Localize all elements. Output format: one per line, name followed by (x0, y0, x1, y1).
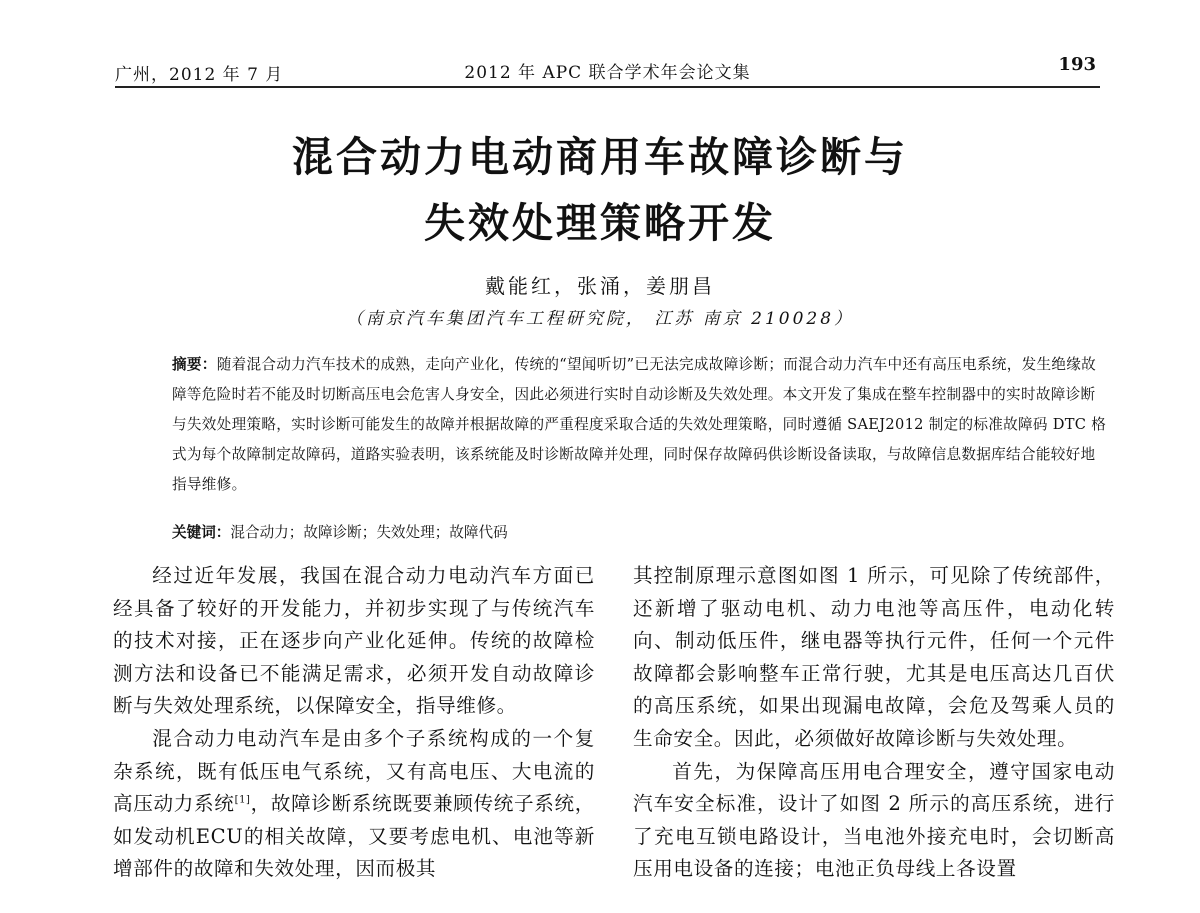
paragraph: 经过近年发展，我国在混合动力电动汽车方面已经具备了较好的开发能力，并初步实现了与传统汽车的技术对接，正在逐步向产业化延伸。传统的故障检测方法和设备已不能满足需求，必须开发自动故障诊断与失效处理系统，以保障安全，指导维修。 (113, 564, 595, 718)
paragraph-text: ，故障诊断系统既要兼顾传统子系统，如发动机ECU的相关故障，又要考虑电机、电池等新增部件的故障和失效处理，因而极其 (113, 792, 595, 881)
keywords-label: 关键词： (172, 524, 231, 541)
paragraph (113, 723, 595, 886)
body-column-right (633, 560, 1115, 886)
header-proceedings-title: 2012 年 APC 联合学术年会论文集 (464, 63, 751, 83)
paper-title-line-2: 失效处理策略开发 (424, 199, 776, 247)
keywords-text: 混合动力；故障诊断；失效处理；故障代码 (230, 524, 508, 541)
paragraph: 首先，为保障高压用电合理安全，遵守国家电动汽车安全标准，设计了如图 2 所示的高压系统，进行了充电互锁电路设计，当电池外接充电时，会切断高压用电设备的连接；电池正负母线上各设置 (633, 759, 1115, 881)
body-column-left (113, 560, 595, 886)
paper-title-line-1: 混合动力电动商用车故障诊断与 (292, 133, 908, 181)
authors: 戴能红，张涌，姜朋昌 (485, 274, 715, 298)
running-header (115, 52, 1100, 88)
paragraph: 其控制原理示意图如图 1 所示，可见除了传统部件，还新增了驱动电机、动力电池等高压件，电动化转向、制动低压件，继电器等执行元件，任何一个元件故障都会影响整车正常行驶，尤其是电压高达几百伏的高压系统，如果出现漏电故障，会危及驾乘人员的生命安全。因此，必须做好故障诊断与失效处理。 (633, 564, 1115, 750)
header-location-date: 广州，2012 年 7 月 (115, 65, 284, 85)
affiliation: （南京汽车集团汽车工程研究院， 江苏 南京 210028） (345, 309, 855, 329)
page-number: 193 (1058, 54, 1096, 75)
paragraph-text: 混合动力电动汽车是由多个子系统构成的一个复杂系统，既有低压电气系统，又有高电压、大电流的高压动力系统 (113, 726, 595, 816)
abstract-text: 随着混合动力汽车技术的成熟，走向产业化，传统的“望闻听切”已无法完成故障诊断；而混合动力汽车中还有高压电系统，发生绝缘故障等危险时若不能及时切断高压电会危害人身安全，因此必须进行实时自动诊断及失效处理。本文开发了集成在整车控制器中的实时故障诊断与失效处理策略，实时诊断可能发生的故障并根据故障的严重程度采取合适的失效处理策略，同时遵循 SAEJ2012 制定的标准故障码 DTC 格式为每个故障制定故障码，道路实验表明，该系统能及时诊断故障并处理，同时保存故障码供诊断设备读取，与故障信息数据库结合能较好地指导维修。 (172, 356, 1107, 493)
abstract (172, 350, 1107, 500)
keywords (172, 520, 1107, 546)
citation-ref: [1] (234, 794, 251, 806)
abstract-label: 摘要： (172, 356, 217, 373)
